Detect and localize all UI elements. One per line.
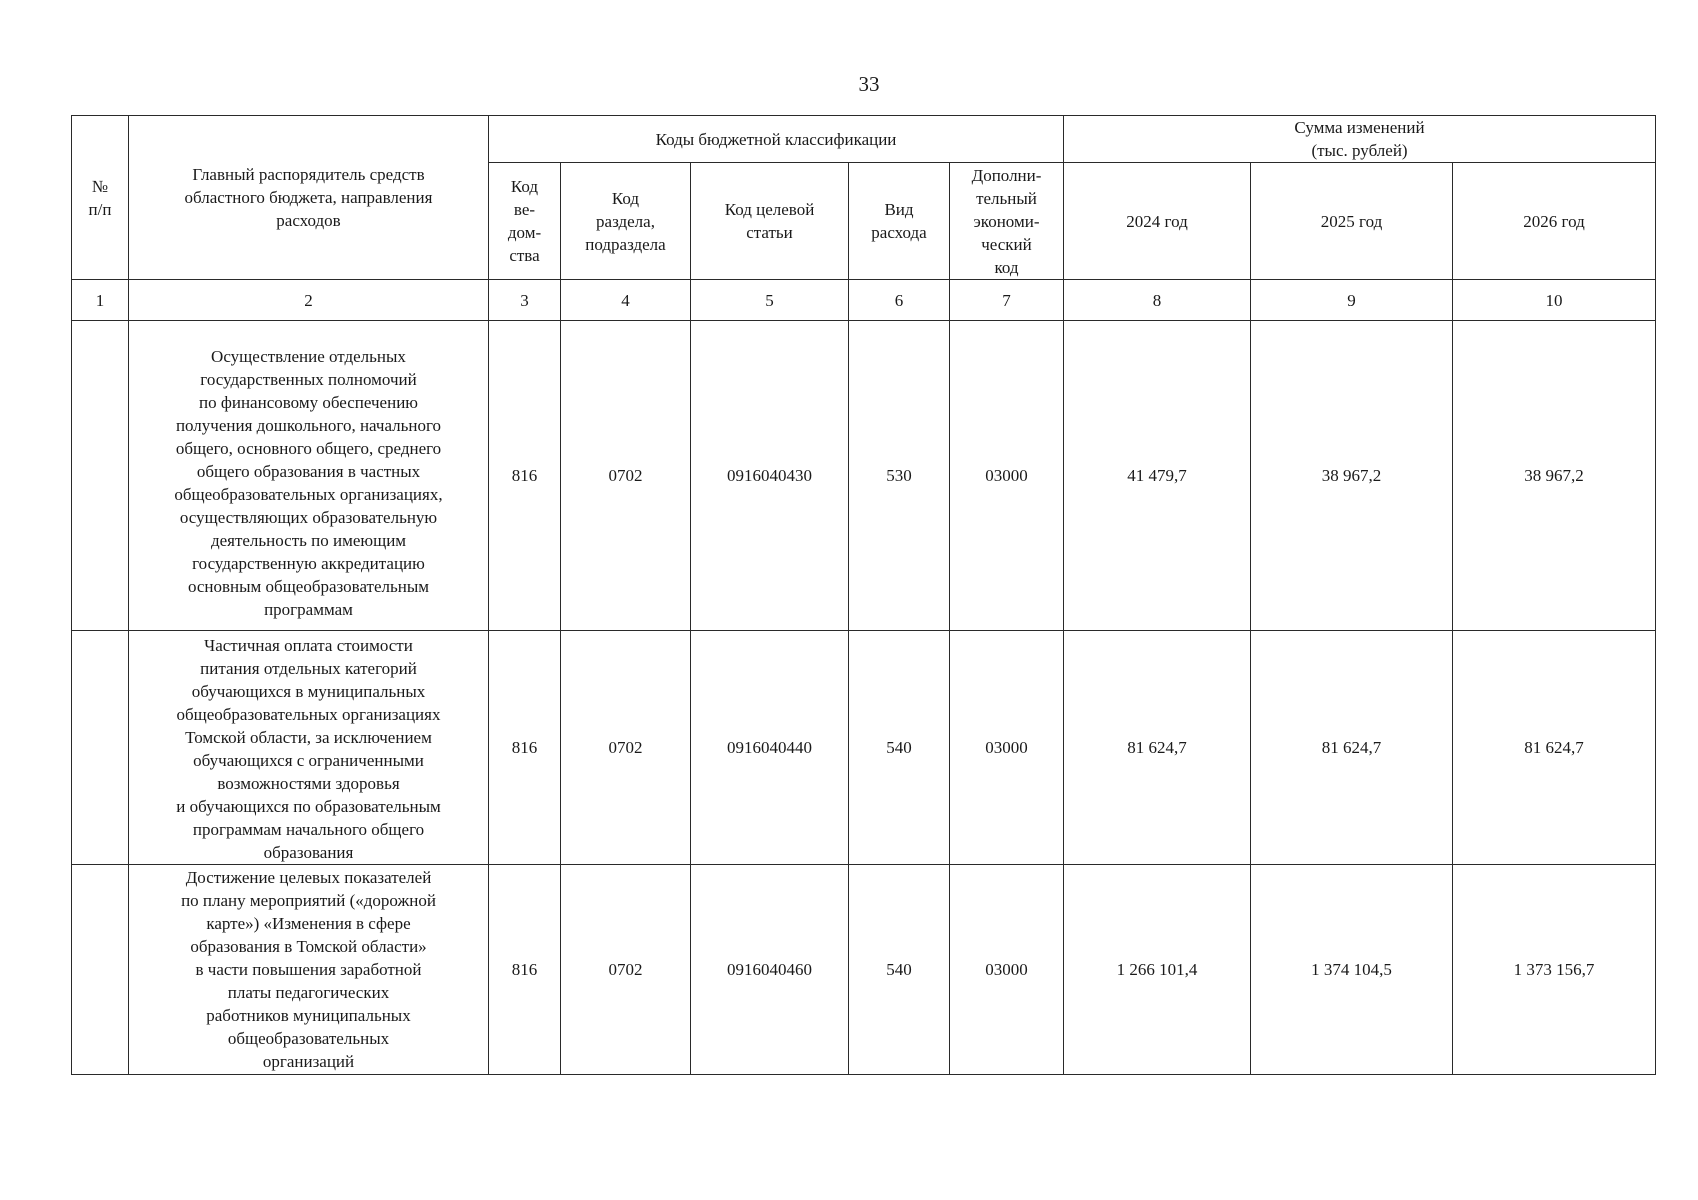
table-row — [72, 865, 1656, 1075]
row-dept-code: 816 — [489, 865, 561, 1075]
column-number: 10 — [1453, 280, 1656, 321]
row-expense-type: 540 — [849, 631, 950, 865]
header-year-2025: 2025 год — [1251, 163, 1453, 280]
header-num: № п/п — [72, 116, 129, 280]
row-extra-code: 03000 — [950, 631, 1064, 865]
header-code-section: Код раздела, подраздела — [561, 163, 691, 280]
row-expense-type: 540 — [849, 865, 950, 1075]
header-name: Главный распорядитель средств областного бюджета, направления расходов — [129, 116, 489, 280]
header-code-dept: Код ве- дом- ства — [489, 163, 561, 280]
header-year-2026: 2026 год — [1453, 163, 1656, 280]
table-row — [72, 631, 1656, 865]
row-amount-2024: 81 624,7 — [1064, 631, 1251, 865]
row-target-code: 0916040460 — [691, 865, 849, 1075]
row-amount-2025: 38 967,2 — [1251, 321, 1453, 631]
row-description: Частичная оплата стоимости питания отдельных категорий обучающихся в муниципальных общеобразовательных организациях Томской области, за исключением обучающихся с ограниченными возможностями здоровья и обучающихся по образовательным программам начального общего образования — [129, 631, 489, 865]
row-amount-2024: 41 479,7 — [1064, 321, 1251, 631]
column-number: 4 — [561, 280, 691, 321]
column-numbers-row — [72, 280, 1656, 321]
column-number: 9 — [1251, 280, 1453, 321]
row-amount-2026: 38 967,2 — [1453, 321, 1656, 631]
header-codes-group: Коды бюджетной классификации — [489, 116, 1064, 163]
row-description: Достижение целевых показателей по плану мероприятий («дорожной карте») «Изменения в сфере образования в Томской области» в части повышения заработной платы педагогических работников муниципальных общеобразовательных организаций — [129, 865, 489, 1075]
table-row — [72, 321, 1656, 631]
column-number: 8 — [1064, 280, 1251, 321]
row-amount-2025: 81 624,7 — [1251, 631, 1453, 865]
row-expense-type: 530 — [849, 321, 950, 631]
row-dept-code: 816 — [489, 321, 561, 631]
header-code-target: Код целевой статьи — [691, 163, 849, 280]
row-num — [72, 321, 129, 631]
row-description: Осуществление отдельных государственных полномочий по финансовому обеспечению получения дошкольного, начального общего, основного общего, среднего общего образования в частных общеобразовательных организациях, осуществляющих образовательную деятельность по имеющим государственную аккредитацию основным общеобразовательным программам — [129, 321, 489, 631]
row-num — [72, 631, 129, 865]
budget-changes-table — [71, 115, 1656, 1075]
header-row-group — [72, 116, 1656, 163]
header-year-2024: 2024 год — [1064, 163, 1251, 280]
row-extra-code: 03000 — [950, 321, 1064, 631]
row-amount-2024: 1 266 101,4 — [1064, 865, 1251, 1075]
row-amount-2026: 81 624,7 — [1453, 631, 1656, 865]
header-sum-group: Сумма изменений (тыс. рублей) — [1064, 116, 1656, 163]
row-section-code: 0702 — [561, 631, 691, 865]
row-section-code: 0702 — [561, 321, 691, 631]
row-amount-2026: 1 373 156,7 — [1453, 865, 1656, 1075]
column-number: 7 — [950, 280, 1064, 321]
column-number: 3 — [489, 280, 561, 321]
row-section-code: 0702 — [561, 865, 691, 1075]
column-number: 2 — [129, 280, 489, 321]
column-number: 6 — [849, 280, 950, 321]
row-num — [72, 865, 129, 1075]
row-target-code: 0916040430 — [691, 321, 849, 631]
header-code-extra: Дополни- тельный экономи- ческий код — [950, 163, 1064, 280]
row-target-code: 0916040440 — [691, 631, 849, 865]
header-code-type: Вид расхода — [849, 163, 950, 280]
column-number: 5 — [691, 280, 849, 321]
row-amount-2025: 1 374 104,5 — [1251, 865, 1453, 1075]
row-dept-code: 816 — [489, 631, 561, 865]
row-extra-code: 03000 — [950, 865, 1064, 1075]
column-number: 1 — [72, 280, 129, 321]
page-number: 33 — [858, 72, 880, 96]
